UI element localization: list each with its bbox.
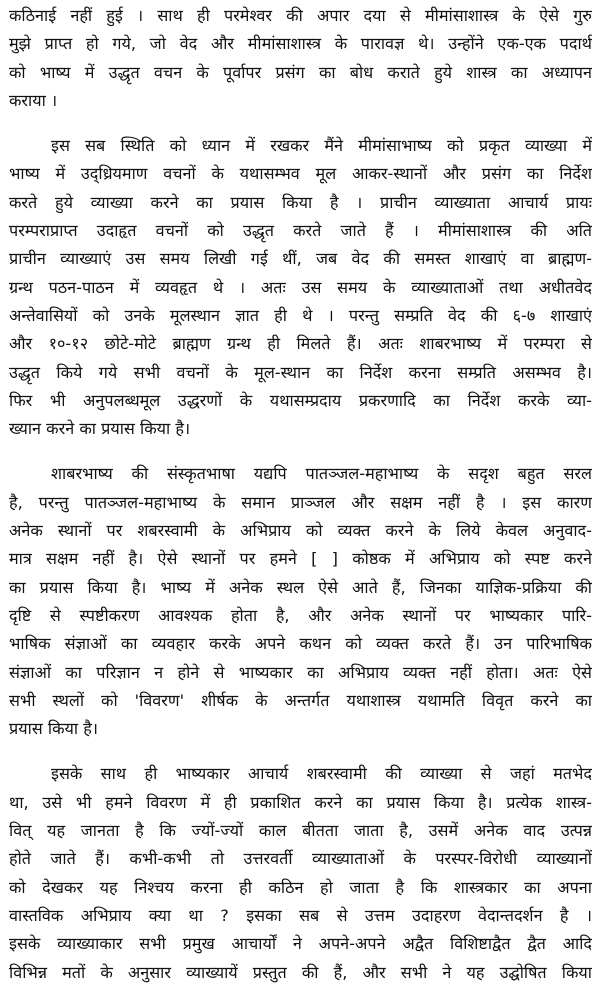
- text-line: है, परन्तु पातञ्जल-महाभाष्य के समान प्राञ्जल और सक्षम नहीं है । इस कारण: [9, 492, 592, 512]
- text-line: मुझे प्राप्त हो गये, जो वेद और मीमांसाशास्त्र के पारावज्ञ थे। उन्होंने एक-एक पदार्थ: [9, 34, 592, 54]
- text-line: फिर भी अनुपलब्धमूल उद्धरणों के यथासम्प्रदाय प्रकरणादि का निर्देश करके व्या-: [9, 390, 592, 410]
- paragraph-4: [9, 760, 592, 986]
- text-line: अनेक स्थानों पर शबरस्वामी के अभिप्राय को व्यक्त करने के लिये केवल अनुवाद-: [9, 521, 592, 541]
- text-line: इसके साथ ही भाष्यकार आचार्य शबरस्वामी की व्याख्या से जहां मतभेद: [51, 764, 592, 784]
- text-line: और १०-१२ छोटे-मोटे ब्राह्मण ग्रन्थ ही मिलते हैं। अतः शाबरभाष्य में परम्परा से: [9, 334, 592, 354]
- text-line: भाष्य में उद्ध्रियमाण वचनों के यथासम्भव मूल आकर-स्थानों और प्रसंग का निर्देश: [9, 164, 592, 184]
- text-line: संज्ञाओं का परिज्ञान न होने से भाष्यकार का अभिप्राय व्यक्त नहीं होता। अतः ऐसे: [9, 662, 592, 682]
- text-line: होते जाते हैं। कभी-कभी तो उत्तरवर्ती व्याख्याताओं के परस्पर-विरोधी व्याख्यानों: [9, 849, 592, 869]
- text-line: को देखकर यह निश्चय करना ही कठिन हो जाता है कि शास्त्रकार का अपना: [9, 877, 592, 897]
- text-line: अन्तेवासियों को उनके मूलस्थान ज्ञात ही थे । परन्तु सम्प्रति वेद की ६-७ शाखाएं: [9, 305, 592, 325]
- text-line: परम्पराप्राप्त उदाहृत वचनों को उद्धृत करते जाते हैं । मीमांसाशास्त्र की अति: [9, 221, 592, 241]
- text-line: था, उसे भी हमने विवरण में ही प्रकाशित करने का प्रयास किया है। प्रत्येक शास्त्र-: [9, 792, 592, 812]
- text-line: प्राचीन व्याख्याएं उस समय लिखी गई थीं, जब वेद की समस्त शाखाएं वा ब्राह्मण-: [9, 249, 592, 269]
- text-line: वास्तविक अभिप्राय क्या था ? इसका सब से उत्तम उदाहरण वेदान्तदर्शन है ।: [9, 905, 592, 925]
- text-line: करते हुये व्याख्या करने का प्रयास किया है । प्राचीन व्याख्याता आचार्य प्रायः: [9, 192, 592, 212]
- text-line: विभिन्न मतों के अनुसार व्याख्यायें प्रस्तुत की हैं, और सभी ने यह उद्घोषित किया: [9, 962, 592, 982]
- text-line: भाषिक संज्ञाओं का व्यवहार करके अपने कथन को व्यक्त करते हैं। उन पारिभाषिक: [9, 634, 592, 654]
- text-line: उद्धृत किये गये सभी वचनों के मूल-स्थान का निर्देश करना सम्प्रति असम्भव है।: [9, 362, 592, 382]
- text-line: कठिनाई नहीं हुई । साथ ही परमेश्वर की अपार दया से मीमांसाशास्त्र के ऐसे गुरु: [9, 6, 592, 25]
- text-line: शाबरभाष्य की संस्कृतभाषा यद्यपि पातञ्जल-महाभाष्य के सदृश बहुत सरल: [51, 464, 592, 484]
- text-line: कराया ।: [9, 90, 58, 110]
- text-line: इसके व्याख्याकार सभी प्रमुख आचार्यों ने अपने-अपने अद्वैत विशिष्टाद्वैत द्वैत आदि: [9, 934, 592, 954]
- text-line: को भाष्य में उद्धृत वचन के पूर्वापर प्रसंग का बोध कराते हुये शास्त्र का अध्यापन: [9, 62, 592, 82]
- text-line: प्रयास किया है।: [9, 719, 98, 739]
- text-line: वित् यह जानता है कि ज्यों-ज्यों काल बीतता जाता है, उसमें अनेक वाद उत्पन्न: [9, 821, 592, 841]
- text-line: ग्रन्थ पठन-पाठन में व्यवहृत थे । अतः उस समय के व्याख्याताओं तथा अधीतवेद: [9, 277, 592, 297]
- text-line: का प्रयास किया है। भाष्य में अनेक स्थल ऐसे आते हैं, जिनका याज्ञिक-प्रक्रिया की: [9, 577, 592, 597]
- paragraph-2: [9, 132, 592, 443]
- text-line: मात्र सक्षम नहीं है। ऐसे स्थानों पर हमने [ ] कोष्ठक में अभिप्राय को स्पष्ट करने: [9, 549, 592, 569]
- text-line: सभी स्थलों को 'विवरण' शीर्षक के अन्तर्गत यथाशास्त्र यथामति विवृत करने का: [9, 690, 592, 710]
- text-line: ख्यान करने का प्रयास किया है।: [9, 419, 191, 439]
- paragraph-3: [9, 460, 592, 743]
- paragraph-1: [9, 2, 592, 115]
- text-line: दृष्टि से स्पष्टीकरण आवश्यक होता है, और अनेक स्थानों पर भाष्यकार पारि-: [9, 605, 592, 625]
- text-line: इस सब स्थिति को ध्यान में रखकर मैंने मीमांसाभाष्य को प्रकृत व्याख्या में: [51, 136, 592, 156]
